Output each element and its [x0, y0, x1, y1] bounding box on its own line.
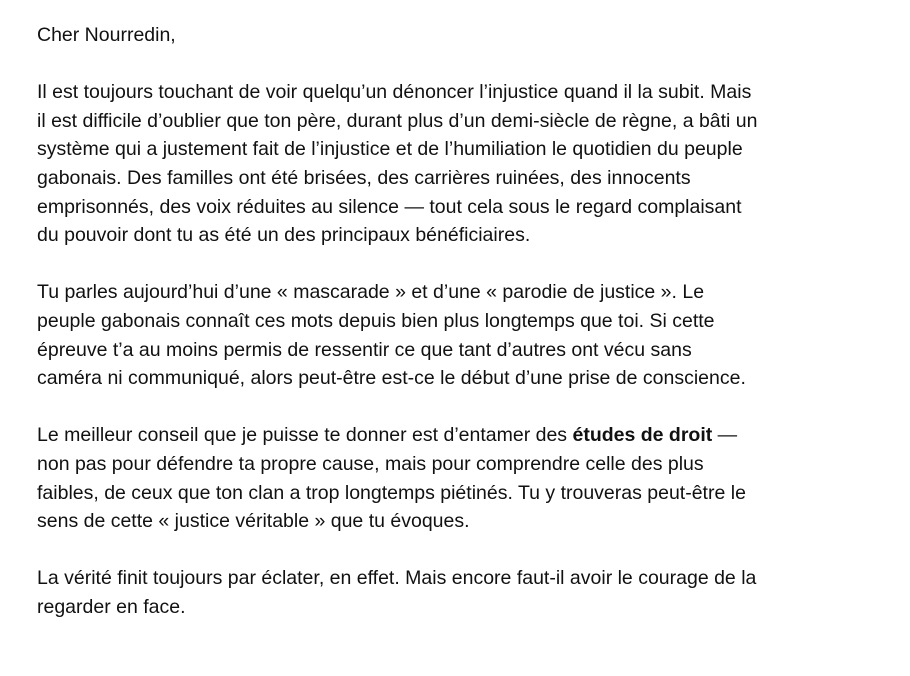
paragraph-2-line-2: peuple gabonais connaît ces mots depuis bien plus longtemps que toi. Si cette: [37, 309, 715, 332]
paragraph-4-line-2: regarder en face.: [37, 595, 186, 618]
paragraph-1-line-1: Il est toujours touchant de voir quelqu’un dénoncer l’injustice quand il la subit. Mais: [37, 81, 752, 104]
paragraph-1: [37, 78, 897, 250]
paragraph-4-line-1: La vérité finit toujours par éclater, en effet. Mais encore faut-il avoir le courage de la: [37, 567, 757, 590]
emphasis-etudes-de-droit: études de droit: [572, 424, 713, 447]
paragraph-1-line-3: système qui a justement fait de l’injustice et de l’humiliation le quotidien du peuple: [37, 138, 743, 161]
salutation: Cher Nourredin,: [37, 24, 176, 46]
paragraph-1-line-5: emprisonnés, des voix réduites au silence — tout cela sous le regard complaisant: [37, 195, 742, 218]
paragraph-spacer: [37, 50, 897, 79]
paragraph-4: [37, 564, 897, 621]
paragraph-3-line-1: [37, 421, 897, 450]
paragraph-3-line-2: non pas pour défendre ta propre cause, mais pour comprendre celle des plus: [37, 452, 704, 475]
paragraph-1-line-4: gabonais. Des familles ont été brisées, des carrières ruinées, des innocents: [37, 166, 691, 189]
paragraph-spacer: [37, 536, 897, 565]
paragraph-2: [37, 278, 897, 392]
paragraph-3-line-4: sens de cette « justice véritable » que tu évoques.: [37, 510, 470, 533]
paragraph-1-line-6: du pouvoir dont tu as été un des principaux bénéficiaires.: [37, 224, 531, 247]
paragraph-2-line-4: caméra ni communiqué, alors peut-être est-ce le début d’une prise de conscience.: [37, 367, 746, 390]
paragraph-2-line-3: épreuve t’a au moins permis de ressentir ce que tant d’autres ont vécu sans: [37, 338, 692, 361]
paragraph-3: [37, 421, 897, 535]
letter-body: [37, 21, 897, 621]
paragraph-2-line-1: Tu parles aujourd’hui d’une « mascarade » et d’une « parodie de justice ». Le: [37, 281, 705, 304]
paragraph-3-line-1-start: Le meilleur conseil que je puisse te donner est d’entamer des: [37, 424, 573, 447]
paragraph-spacer: [37, 393, 897, 422]
paragraph-spacer: [37, 250, 897, 279]
paragraph-3-line-3: faibles, de ceux que ton clan a trop longtemps piétinés. Tu y trouveras peut-être le: [37, 481, 746, 504]
paragraph-3-line-1-end: —: [712, 424, 738, 447]
paragraph-1-line-2: il est difficile d’oublier que ton père, durant plus d’un demi-siècle de règne, a bâti un: [37, 109, 758, 132]
